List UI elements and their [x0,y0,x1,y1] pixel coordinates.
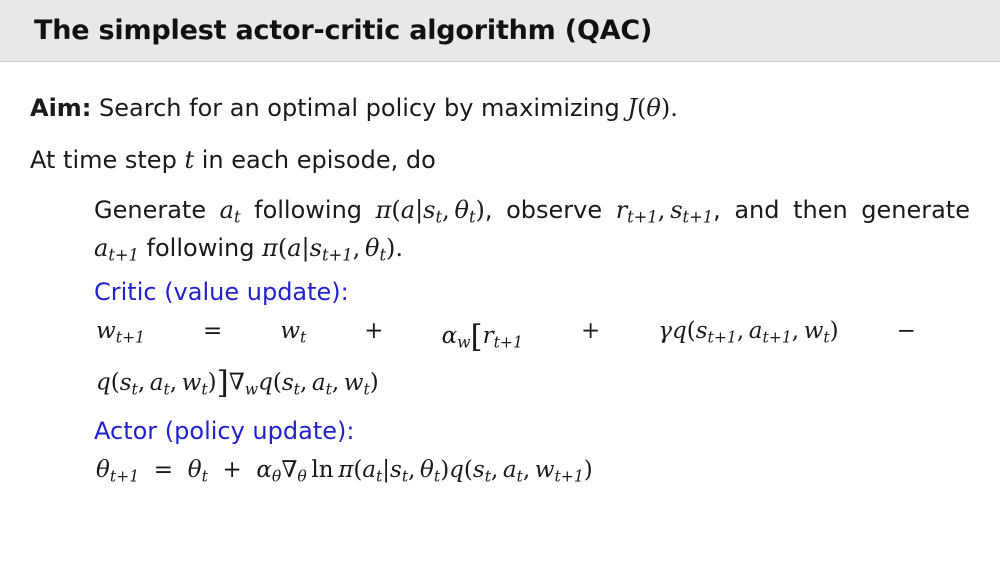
critic-equation-line-1: $w_{t+1}$ = $w_t$ + $\alpha_w[r_{t+1}$ + $\gamma q(s_{t+1}$, $a_{t+1}$, $w_t$) − [96,317,916,355]
aim-line [30,96,970,120]
actor-equation-line: $\theta_{t+1} = \theta_t + \alpha_\theta\nabla_\theta$ $\ln \pi(a_t|s_t$, $\theta_t)q(s_t$, $a_t$, $w_{t+1}$) [96,456,593,486]
generate-line-1: Generate $a_t$ following $\pi(a|s_t$, $\theta_t$), observe $r_{t+1}$, $s_{t+1}$, and then generate $a_{t+1}$ following $\pi(a|s_{t+1}$, $\theta_t$). [94,196,970,265]
aim-text: Search for an optimal policy by maximizing J(θ). [99,94,678,122]
page-title: The simplest actor-critic algorithm (QAC) [34,15,653,46]
slide-title-bar [0,0,1000,62]
critic-heading: Critic (value update): [94,277,349,306]
actor-heading: Actor (policy update): [94,416,355,445]
aim-label: Aim: [30,94,92,122]
actor-equation [96,453,970,488]
critic-equation [96,314,970,407]
time-step-line: At time step t in each episode, do [30,146,436,174]
generate-step-text [94,192,970,268]
slide-body [0,62,1000,488]
critic-equation-line-2: $q(s_t$, $a_t$, $w_t)]\nabla_wq(s_t$, $a_t$, $w_t$) [96,365,379,402]
